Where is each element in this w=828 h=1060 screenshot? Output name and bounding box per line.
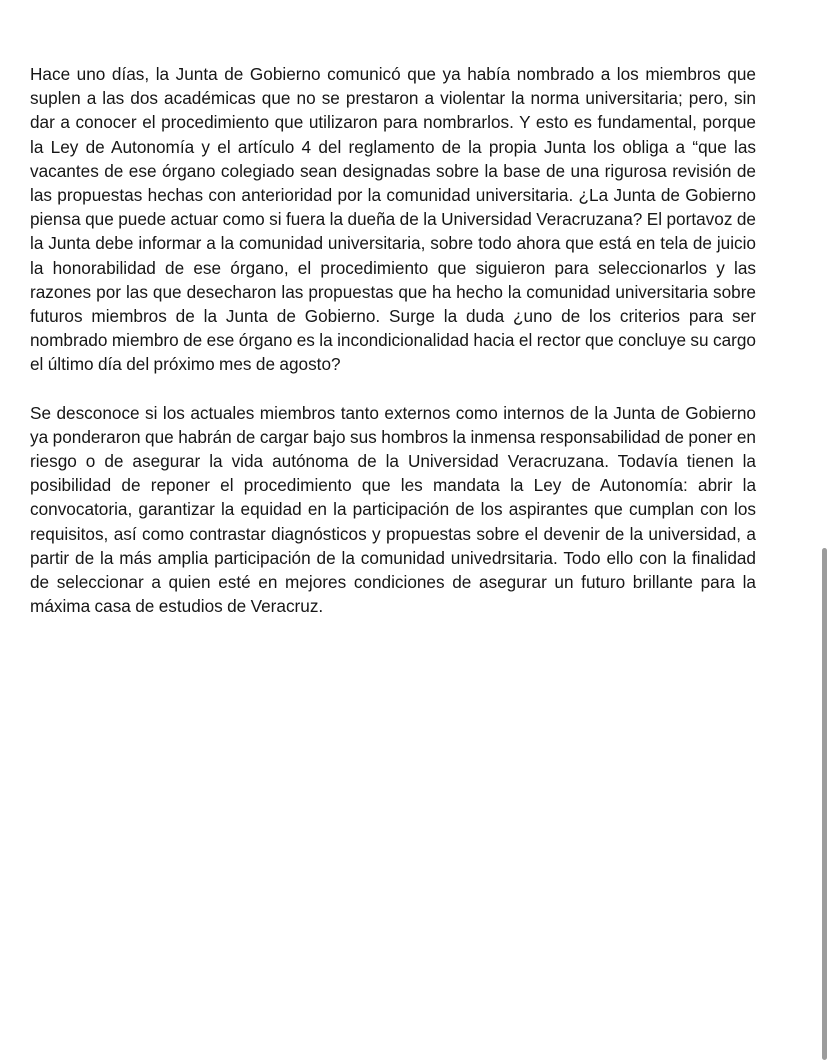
paragraph-ley-de-autonomia: Se desconoce si los actuales miembros tanto externos como internos de la Junta de Gobierno ya ponderaron que habrán de cargar bajo sus hombros la inmensa responsabilidad de poner en riesgo o de asegurar la vida autónoma de la Universidad Veracruzana. Todavía tienen la posibilidad de reponer el procedimiento que les mandata la Ley de Autonomía: abrir la convocatoria, garantizar la equidad en la participación de los aspirantes que cumplan con los requisitos, así como contrastar diagnósticos y propuestas sobre el devenir de la universidad, a partir de la más amplia participación de la comunidad univedrsitaria. Todo ello con la finalidad de seleccionar a quien esté en mejores condiciones de asegurar un futuro brillante para la máxima casa de estudios de Veracruz. — [30, 402, 756, 617]
vertical-scrollbar[interactable] — [821, 548, 828, 1060]
scrollbar-thumb[interactable] — [822, 548, 827, 1060]
document-body — [30, 62, 756, 618]
paragraph-junta-de-gobierno: Hace uno días, la Junta de Gobierno comunicó que ya había nombrado a los miembros que suplen a las dos académicas que no se prestaron a violentar la norma universitaria; pero, sin dar a conocer el procedimiento que utilizaron para nombrarlos. Y esto es fundamental, porque la Ley de Autonomía y el artículo 4 del reglamento de la propia Junta los obliga a “que las vacantes de ese órgano colegiado sean designadas sobre la base de una rigurosa revisión de las propuestas hechas con anterioridad por la comunidad universitaria. ¿La Junta de Gobierno piensa que puede actuar como si fuera la dueña de la Universidad Veracruzana? El portavoz de la Junta debe informar a la comunidad universitaria, sobre todo ahora que está en tela de juicio la honorabilidad de ese órgano, el procedimiento que siguieron para seleccionarlos y las razones por las que desecharon las propuestas que ha hecho la comunidad universitaria sobre futuros miembros de la Junta de Gobierno. Surge la duda ¿uno de los criterios para ser nombrado miembro de ese órgano es la incondicionalidad hacia el rector que concluye su cargo el último día del próximo mes de agosto? — [30, 64, 756, 375]
